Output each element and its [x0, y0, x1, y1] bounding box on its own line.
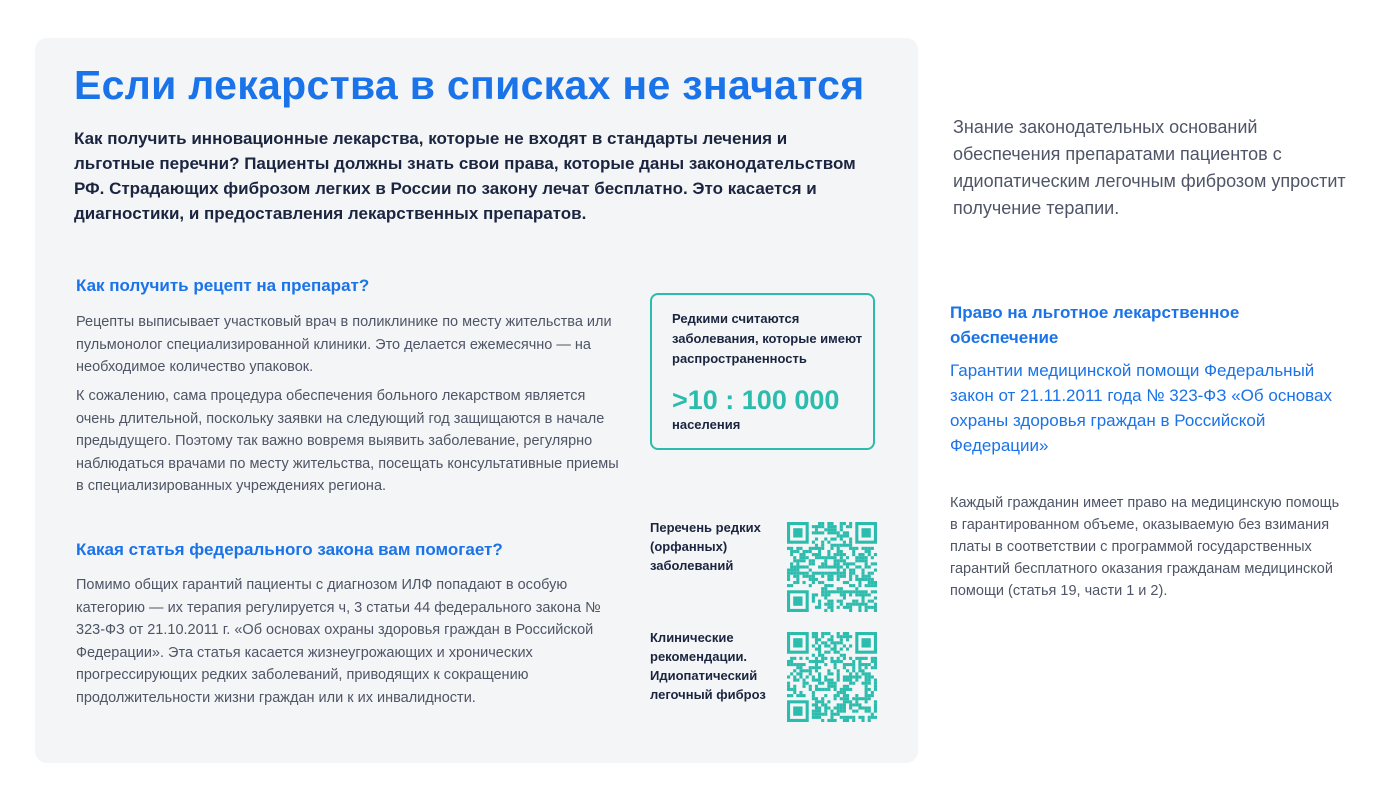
qr-code-icon[interactable]	[787, 632, 877, 722]
right-intro: Знание законодательных оснований обеспечения препаратами пациентов с идиопатическим легочным фиброзом упростит получение терапии.	[953, 117, 1346, 218]
page-title: Если лекарства в списках не значатся	[74, 62, 865, 108]
section-paragraph: К сожалению, сама процедура обеспечения больного лекарством является очень длительной, поскольку заявки на следующий год защищаются в начале предыдущего. Поэтому так важно вовремя выявить заболевание, регулярно наблюдаться врачами по месту жительства, посещать консультативные приемы в специализированных учреждениях региона.	[76, 388, 619, 494]
qr-code-icon[interactable]	[787, 522, 877, 612]
stat-unit: населения	[672, 417, 741, 432]
section-heading-prescription: Как получить рецепт на препарат?	[76, 276, 370, 295]
stat-description: Редкими считаются заболевания, которые имеют распространенность	[672, 311, 863, 366]
stat-value: >10 : 100 000	[672, 385, 840, 415]
rare-disease-stat-box	[650, 293, 875, 450]
lead-paragraph: Как получить инновационные лекарства, которые не входят в стандарты лечения и льготные перечни? Пациенты должны знать свои права, которые даны законодательством РФ. Страдающих фиброзом легких в России по закону лечат бесплатно. Это касается и диагностики, и предоставления лекарственных препаратов.	[74, 129, 856, 223]
right-heading: Право на льготное лекарственное обеспечение	[950, 303, 1240, 347]
qr-label-orphan-list: Перечень редких (орфанных) заболеваний	[650, 520, 761, 573]
section-paragraph: Рецепты выписывает участковый врач в поликлинике по месту жительства или пульмонолог специализированной клиники. Это делается ежемесячно — на необходимое количество упаковок.	[76, 314, 612, 375]
law-reference: Гарантии медицинской помощи Федеральный закон от 21.11.2011 года № 323-ФЗ «Об основах охраны здоровья граждан в Российской Федерации»	[950, 361, 1332, 455]
right-paragraph: Каждый гражданин имеет право на медицинскую помощь в гарантированном объеме, оказываемую без взимания платы в соответствии с программой государственных гарантий бесплатного оказания гражданам медицинской помощи (статья 19, части 1 и 2).	[950, 495, 1340, 599]
qr-label-clinical-guidelines: Клинические рекомендации. Идиопатический легочный фиброз	[650, 630, 766, 702]
section-paragraph: Помимо общих гарантий пациенты с диагнозом ИЛФ попадают в особую категорию — их терапия регулируется ч, 3 статьи 44 федерального закона № 323-ФЗ от 21.10.2011 г. «Об основах охраны здоровья граждан в Российской Федерации». Эта статья касается жизнеугрожающих и хронических прогрессирующих редких заболеваний, приводящих к сокращению продолжительности жизни граждан или к их инвалидности.	[76, 577, 601, 706]
section-heading-law: Какая статья федерального закона вам помогает?	[76, 540, 503, 559]
